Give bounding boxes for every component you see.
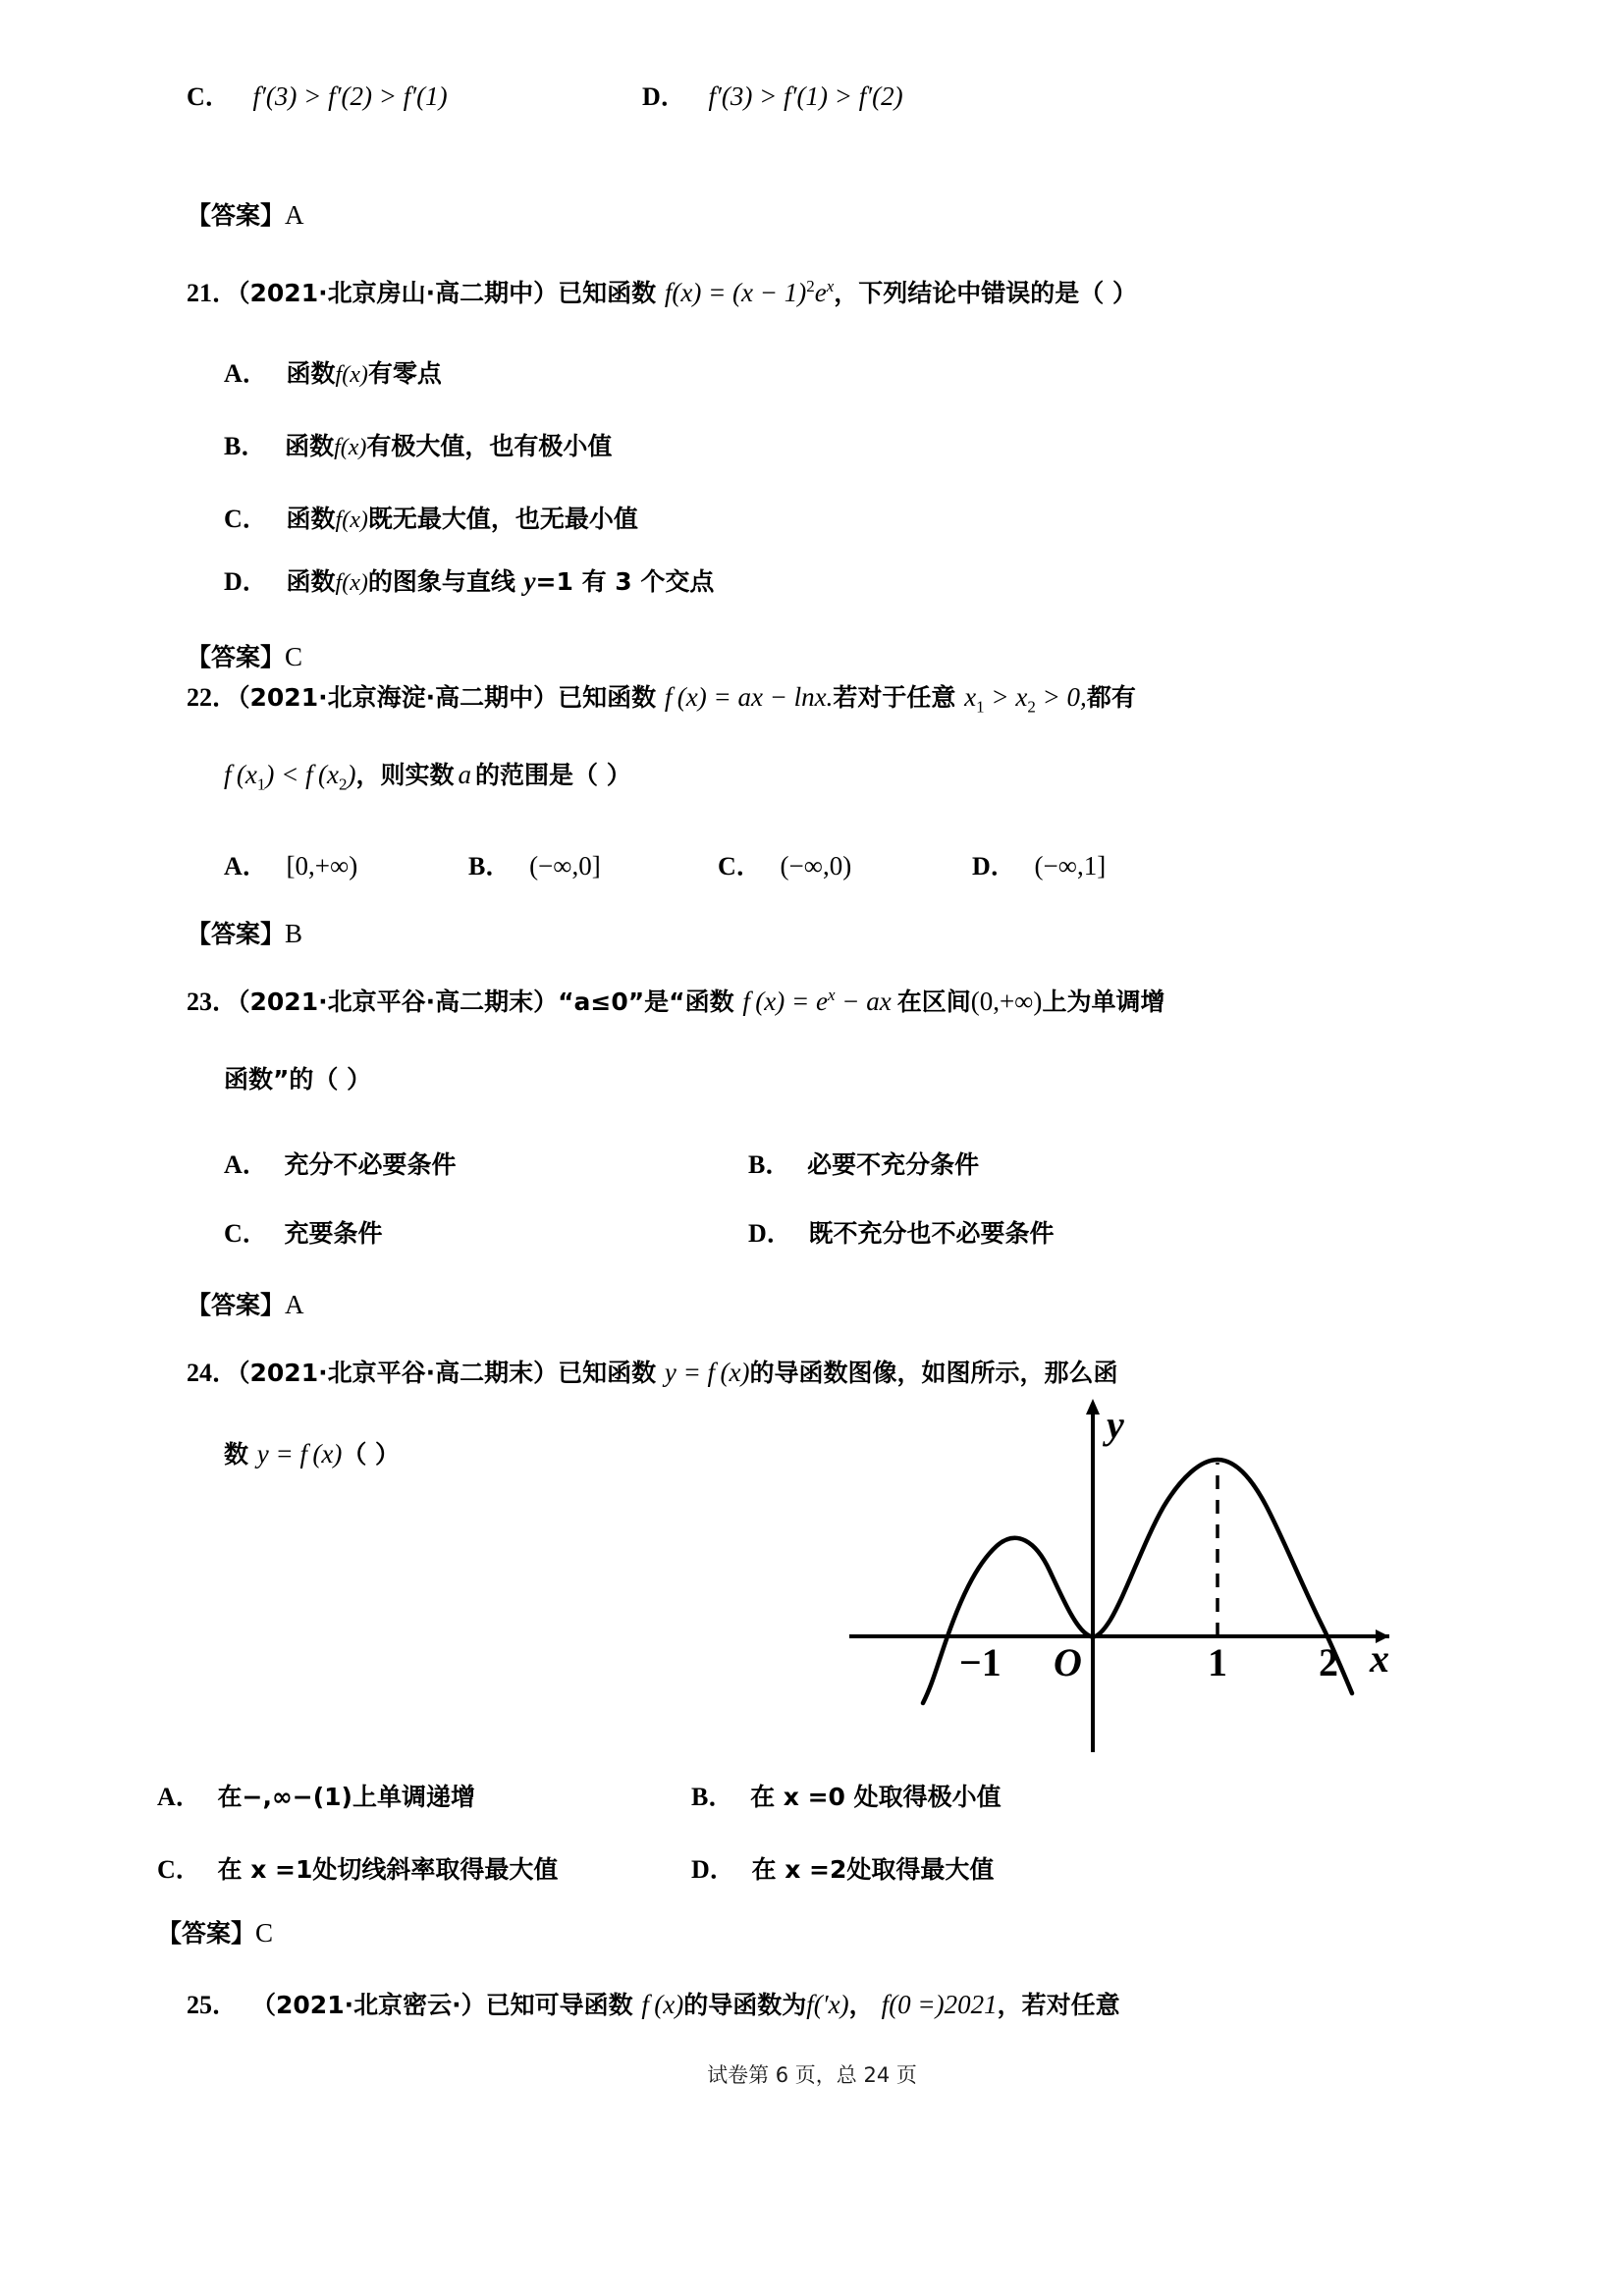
question-24-stem-line2: 数 y = f (x)（ ） xyxy=(224,1439,401,1468)
question-23-stem: 23．（2021·北京平谷·高二期末）“a≤0”是“函数 f $(x) = e^x$ − ax 在区间(0,+∞)上为单调增 xyxy=(187,986,1165,1016)
question-24-number: 24 xyxy=(187,1359,212,1387)
derivative-graph xyxy=(839,1369,1409,1757)
question-21-option-d: D． 函数f(x)的图象与直线 y=1 有 3 个交点 xyxy=(224,566,715,596)
question-23-option-c xyxy=(224,1213,744,1250)
question-24-option-c-text: 在 x =1处切线斜率取得最大值 xyxy=(217,1855,559,1884)
question-23-stem-pre: “a≤0”是“函数 xyxy=(558,988,734,1016)
question-23-option-d-text: 既不充分也不必要条件 xyxy=(808,1219,1055,1248)
y-axis-label: y xyxy=(1107,1403,1124,1447)
option-c-top xyxy=(187,77,599,113)
question-25-number: 25 xyxy=(187,1991,212,2019)
option-c-top-math: f′(3) > f′(2) > f′(1) xyxy=(252,81,448,111)
question-22-option-c-value: (−∞,0) xyxy=(780,851,852,881)
question-24-answer-value: C xyxy=(255,1918,274,1948)
question-24-option-a-text: 在−,∞−(1)上单调递增 xyxy=(217,1783,475,1811)
y-axis-arrow xyxy=(1086,1399,1100,1415)
answer-value: A xyxy=(285,200,304,230)
question-22-number: 22 xyxy=(187,683,212,712)
origin-label: O xyxy=(1054,1640,1082,1684)
option-d-top xyxy=(642,77,903,113)
question-23-stem-line2-text: 函数”的（ ） xyxy=(224,1065,372,1094)
question-25-stem-pre: 已知可导函数 xyxy=(485,1991,633,2019)
question-21-option-d-label: D． xyxy=(224,567,268,596)
question-23-option-a-text: 充分不必要条件 xyxy=(284,1150,457,1179)
question-23-options-row2 xyxy=(224,1213,1055,1250)
question-22-stem-math: f (x) = ax − lnx. xyxy=(664,682,834,712)
question-25-stem: 25． （2021·北京密云·）已知可导函数 f (x)的导函数为f(′x)， f(0 =)2021，若对任意 xyxy=(187,1990,1120,2019)
question-22-option-b xyxy=(468,846,714,882)
question-23-option-c-label: C． xyxy=(224,1219,268,1248)
question-25-stem-math: f (x) xyxy=(641,1990,684,2019)
question-24-option-a xyxy=(157,1777,687,1813)
question-24-option-d-text: 在 x =2处取得最大值 xyxy=(751,1855,995,1884)
question-22-option-a-label: A． xyxy=(224,852,268,881)
question-25-source: （2021·北京密云·） xyxy=(251,1991,486,2019)
question-21-source: （2021·北京房山·高二期中） xyxy=(238,279,559,307)
question-24-option-a-label: A． xyxy=(157,1783,201,1811)
question-23-option-d xyxy=(748,1213,1055,1250)
question-21-stem-post: ，下列结论中错误的是（ ） xyxy=(834,279,1137,307)
option-row-top xyxy=(187,77,1434,113)
xtick-label-minus-1: −1 xyxy=(959,1640,1001,1684)
question-22-stem-line2: f $(x_1) < f$ $(x_2)$，则实数 a 的范围是（ ） xyxy=(224,760,631,794)
question-21-answer-value: C xyxy=(285,642,303,671)
question-22-option-a-value: [0,+∞) xyxy=(286,851,358,881)
option-d-top-label: D． xyxy=(642,82,686,111)
question-23-option-b-label: B． xyxy=(748,1150,791,1179)
question-23-option-a-label: A． xyxy=(224,1150,268,1179)
question-22-stem: 22．（2021·北京海淀·高二期中）已知函数 f (x) = ax − lnx.若对于任意 $x_1 > x_2 > 0$,都有 xyxy=(187,682,1136,717)
question-23-number: 23 xyxy=(187,988,212,1016)
question-24-option-b-text: 在 x =0 处取得极小值 xyxy=(750,1783,1001,1811)
question-23-option-a xyxy=(224,1145,744,1181)
question-22-option-c xyxy=(718,846,968,882)
answer-label-23: 【答案】 xyxy=(187,1291,286,1319)
question-24-option-d-label: D． xyxy=(691,1855,735,1884)
question-23-answer-value: A xyxy=(285,1290,304,1319)
question-22-stem-pre: 已知函数 xyxy=(558,683,657,712)
question-24-answer xyxy=(157,1914,273,1949)
question-22-option-d-label: D． xyxy=(972,852,1016,881)
question-24-options-row2 xyxy=(157,1849,994,1886)
question-22-option-c-label: C． xyxy=(718,852,762,881)
answer-line-20 xyxy=(187,196,304,232)
question-22-source: （2021·北京海淀·高二期中） xyxy=(238,683,559,712)
question-23-option-b-text: 必要不充分条件 xyxy=(807,1150,980,1179)
question-22-option-b-value: (−∞,0] xyxy=(529,851,601,881)
question-21-number: 21 xyxy=(187,279,212,307)
question-24-options-row1 xyxy=(157,1777,1001,1813)
question-23-stem-math: f $(x) = e^x$ − ax xyxy=(742,986,892,1016)
question-21-option-a: A． 函数f(x)有零点 xyxy=(224,359,442,388)
question-21-stem-pre: 已知函数 xyxy=(558,279,657,307)
question-24-option-d xyxy=(691,1849,994,1886)
option-c-top-label: C． xyxy=(187,82,231,111)
question-21-option-b: B． 函数f(x)有极大值，也有极小值 xyxy=(224,432,613,460)
page-footer xyxy=(0,2059,1624,2089)
question-23-options-row1 xyxy=(224,1145,979,1181)
question-24-stem-math: y = f (x) xyxy=(664,1358,750,1387)
question-22-option-b-label: B． xyxy=(468,852,512,881)
xtick-label-2: 2 xyxy=(1319,1640,1338,1684)
question-23-source: （2021·北京平谷·高二期末） xyxy=(238,988,559,1016)
question-24-stem-pre: 已知函数 xyxy=(558,1359,657,1387)
question-23-option-c-text: 充要条件 xyxy=(284,1219,383,1248)
answer-label-21: 【答案】 xyxy=(187,643,286,671)
derivative-graph-svg xyxy=(839,1369,1409,1757)
question-22-answer xyxy=(187,915,302,950)
answer-label-22: 【答案】 xyxy=(187,920,286,948)
option-d-top-math: f′(3) > f′(1) > f′(2) xyxy=(708,81,903,111)
question-24-stem: 24．（2021·北京平谷·高二期末）已知函数 y = f (x)的导函数图像，如图所示，那么函 xyxy=(187,1358,1118,1387)
question-22-answer-value: B xyxy=(285,919,303,948)
question-24-option-c xyxy=(157,1849,687,1886)
question-23-option-b xyxy=(748,1145,979,1181)
question-22-option-d-value: (−∞,1] xyxy=(1034,851,1107,881)
page-footer-text: 试卷第 6 页，总 24 页 xyxy=(707,2063,917,2087)
xtick-label-1: 1 xyxy=(1208,1640,1227,1684)
question-21-stem-math: $f(x) = (x - 1)^2e^x$ xyxy=(664,277,835,307)
question-23-option-d-label: D． xyxy=(748,1219,792,1248)
x-axis-label: x xyxy=(1370,1636,1389,1681)
question-21-option-a-label: A． xyxy=(224,359,268,388)
question-24-source: （2021·北京平谷·高二期末） xyxy=(238,1359,559,1387)
question-24-stem-post: 的导函数图像，如图所示，那么函 xyxy=(749,1359,1118,1387)
question-21-option-c-label: C． xyxy=(224,505,268,533)
question-24-option-c-label: C． xyxy=(157,1855,201,1884)
question-22-options xyxy=(224,846,1106,882)
question-24-option-b xyxy=(691,1777,1001,1813)
question-23-answer xyxy=(187,1286,304,1321)
question-22-option-d xyxy=(972,846,1106,882)
answer-label-24: 【答案】 xyxy=(157,1919,256,1948)
question-22-option-a xyxy=(224,846,464,882)
question-21-stem: 21．（2021·北京房山·高二期中）已知函数 $f(x) = (x - 1)^2e^x$，下列结论中错误的是（ ） xyxy=(187,277,1137,307)
question-24-option-b-label: B． xyxy=(691,1783,734,1811)
question-21-answer xyxy=(187,638,302,673)
question-21-option-b-label: B． xyxy=(224,432,267,460)
answer-label: 【答案】 xyxy=(187,201,286,230)
question-23-stem-line2 xyxy=(224,1060,371,1095)
question-21-option-c: C． 函数f(x)既无最大值，也无最小值 xyxy=(224,505,638,533)
